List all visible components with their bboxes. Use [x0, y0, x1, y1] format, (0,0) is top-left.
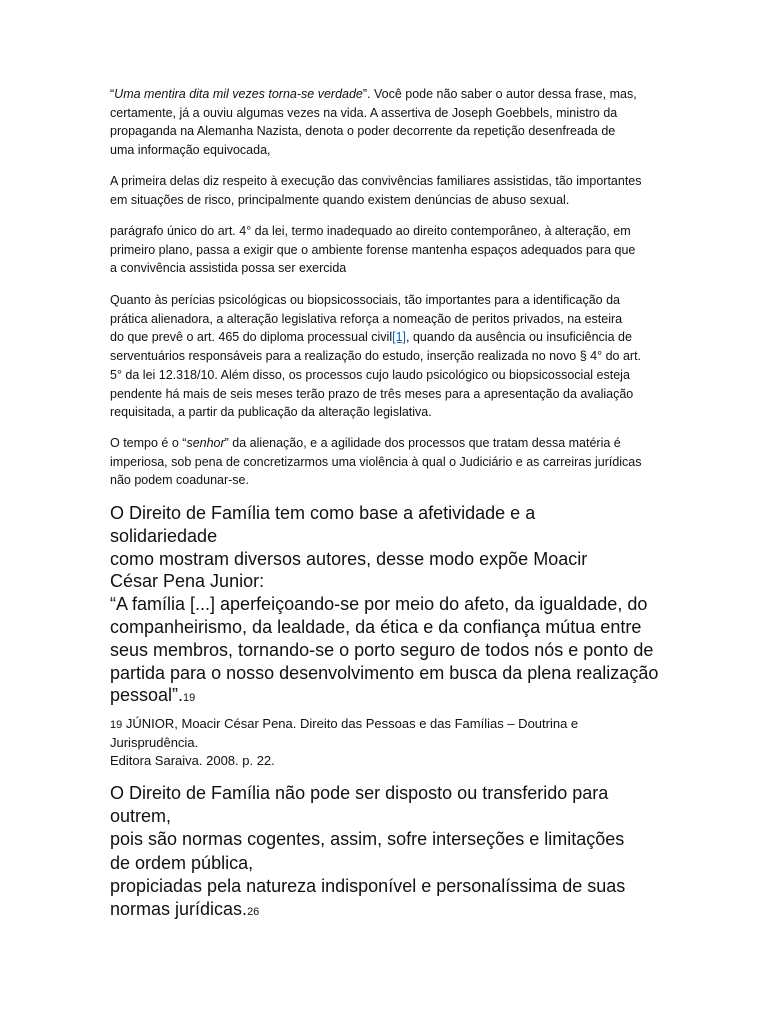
- text-line: pois são normas cogentes, assim, sofre interseções e limitações: [110, 829, 625, 850]
- text-line: parágrafo único do art. 4° da lei, termo inadequado ao direito contemporâneo, à alteração, em: [110, 224, 631, 238]
- text-segment: normas jurídicas.: [110, 899, 248, 920]
- text-line: [110, 85, 637, 104]
- family-law-affectivity-block: [110, 502, 658, 710]
- text-line: em situações de risco, principalmente quando existem denúncias de abuso sexual.: [110, 192, 570, 207]
- family-law-public-order-block: [110, 782, 625, 924]
- text-line: imperiosa, sob pena de concretizarmos uma violência à qual o Judiciário e as carreiras jurídicas: [110, 454, 642, 469]
- text-line: como mostram diversos autores, desse modo expõe Moacir: [110, 548, 588, 569]
- text-line: de ordem pública,: [110, 852, 254, 873]
- text-line: [110, 715, 578, 734]
- text-line: a convivência assistida possa ser exercida: [110, 261, 347, 276]
- footnote-link-1[interactable]: [1]: [392, 330, 407, 345]
- paragraph-sole-paragraph: [110, 222, 635, 278]
- paragraph-time: [110, 434, 642, 490]
- opening-quote-mark: “: [110, 87, 115, 101]
- text-line: César Pena Junior:: [110, 571, 265, 592]
- epigraph-quote: Uma mentira dita mil vezes torna-se verdade: [114, 87, 363, 101]
- text-line: certamente, já a ouviu algumas vezes na vida. A assertiva de Joseph Goebbels, ministro da: [110, 105, 618, 120]
- text-line: outrem,: [110, 806, 172, 827]
- footnote-19: [110, 715, 578, 770]
- text-line: Jurisprudência.: [110, 735, 199, 750]
- text-line: solidariedade: [110, 525, 218, 546]
- footnote-ref-26: 26: [247, 906, 260, 919]
- emphasis-word: senhor: [186, 436, 225, 450]
- text-line: [110, 434, 642, 453]
- text-line: propiciadas pela natureza indisponível e personalíssima de suas: [110, 875, 626, 896]
- text-line: [110, 898, 625, 924]
- text-line: [110, 328, 641, 347]
- paragraph-intro: [110, 85, 637, 160]
- text-line: pendente há mais de seis meses terão prazo de três meses para a apresentação da avaliação: [110, 386, 634, 401]
- text-line: O Direito de Família tem como base a afetividade e a: [110, 503, 536, 523]
- text-segment: ”. Você pode não saber o autor dessa frase, mas,: [362, 87, 637, 101]
- text-segment: , quando da ausência ou insuficiência de: [406, 330, 632, 345]
- text-line: O Direito de Família não pode ser disposto ou transferido para: [110, 783, 609, 803]
- text-segment: JÚNIOR, Moacir César Pena. Direito das Pessoas e das Famílias – Doutrina e: [125, 716, 579, 731]
- text-line: requisitada, a partir da publicação da alteração legislativa.: [110, 405, 432, 420]
- text-line: partida para o nosso desenvolvimento em busca da plena realização: [110, 662, 659, 683]
- text-line: “A família [...] aperfeiçoando-se por meio do afeto, da igualdade, do: [110, 594, 648, 615]
- text-line: companheirismo, da lealdade, da ética e da confiança mútua entre: [110, 616, 642, 637]
- footnote-ref-19: 19: [183, 692, 196, 705]
- paragraph-expert-reports: [110, 291, 641, 422]
- text-line: primeiro plano, passa a exigir que o ambiente forense mantenha espaços adequados para que: [110, 242, 636, 257]
- text-line: não podem coadunar-se.: [110, 473, 249, 488]
- text-line: Editora Saraiva. 2008. p. 22.: [110, 753, 275, 768]
- text-line: prática alienadora, a alteração legislativa reforça a nomeação de peritos privados, na esteira: [110, 311, 623, 326]
- text-segment: ” da alienação, e a agilidade dos processos que tratam dessa matéria é: [224, 436, 621, 450]
- text-line: serventuários responsáveis para a realização do estudo, inserção realizada no novo § 4° do art.: [110, 349, 642, 364]
- paragraph-supervised-visits: [110, 172, 642, 209]
- text-line: [110, 684, 658, 710]
- text-line: A primeira delas diz respeito à execução das convivências familiares assistidas, tão importantes: [110, 174, 642, 188]
- text-line: propaganda na Alemanha Nazista, denota o poder decorrente da repetição desenfreada de: [110, 124, 616, 139]
- text-line: 5° da lei 12.318/10. Além disso, os processos cujo laudo psicológico ou biopsicossocial esteja: [110, 367, 630, 382]
- text-segment: O tempo é o “: [110, 436, 187, 450]
- text-line: uma informação equivocada,: [110, 143, 271, 158]
- text-segment: pessoal”.: [110, 685, 184, 706]
- text-line: seus membros, tornando-se o porto seguro de todos nós e ponto de: [110, 639, 654, 660]
- text-segment: do que prevê o art. 465 do diploma processual civil: [110, 330, 393, 345]
- footnote-marker-19: 19: [110, 719, 123, 731]
- text-line: Quanto às perícias psicológicas ou biopsicossociais, tão importantes para a identificação da: [110, 293, 621, 307]
